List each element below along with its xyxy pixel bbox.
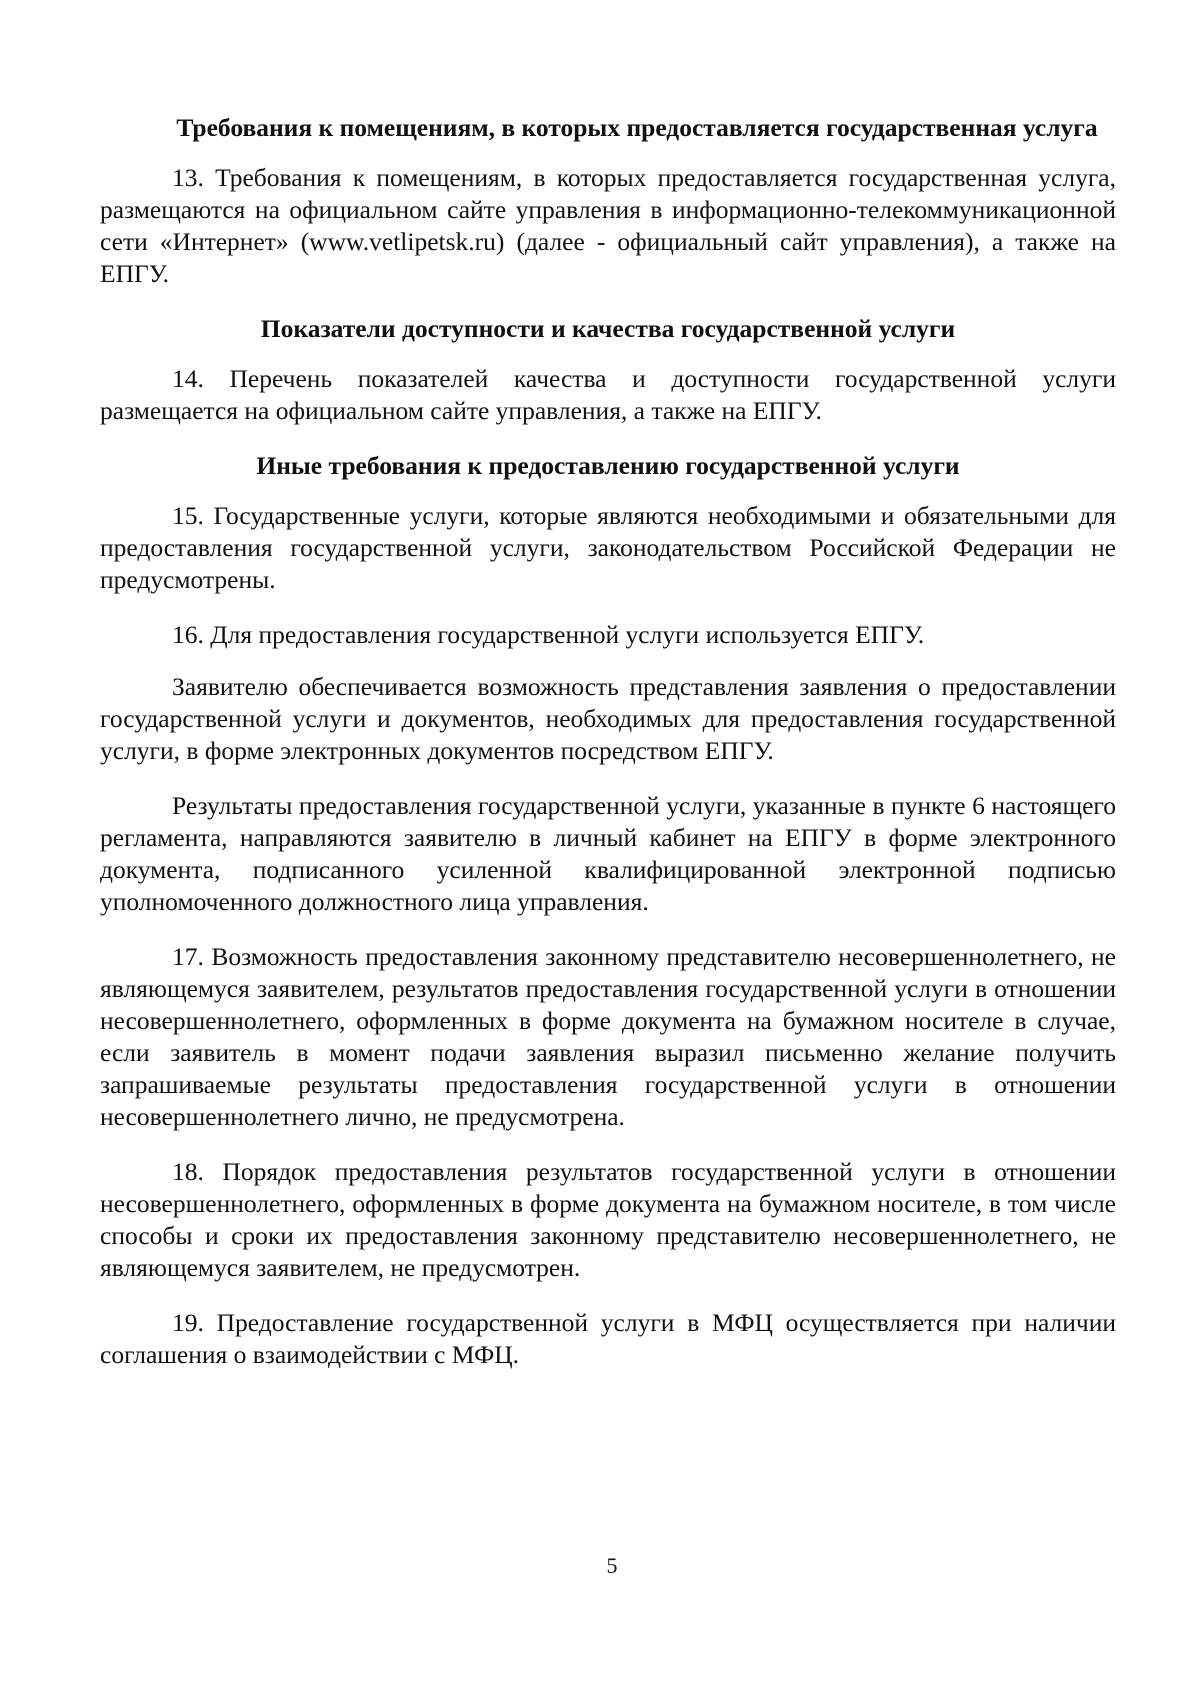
- section-heading-other: Иные требования к предоставлению государственной услуги: [256, 451, 960, 480]
- paragraph-17: 17. Возможность предоставления законному представителю несовершеннолетнего, не являющемуся заявителем, результатов предоставления государственной услуги в отношении несовершеннолетнего, оформленных в форме документа на бумажном носителе в случае, если заявитель в момент подачи заявления выразил письменно желание получить запрашиваемые результаты предоставления государственной услуги в отношении несовершеннолетнего лично, не предусмотрена.: [100, 942, 1116, 1131]
- paragraph-16: 16. Для предоставления государственной услуги используется ЕПГУ.: [172, 620, 925, 649]
- section-heading-quality: Показатели доступности и качества государственной услуги: [260, 314, 956, 343]
- paragraph-16-applicant: Заявителю обеспечивается возможность представления заявления о предоставлении государственной услуги и документов, необходимых для предоставления государственной услуги, в форме электронных документов посредством ЕПГУ.: [100, 672, 1116, 765]
- paragraph-14: 14. Перечень показателей качества и доступности государственной услуги размещается на официальном сайте управления, а также на ЕПГУ.: [100, 364, 1116, 425]
- paragraph-13: 13. Требования к помещениям, в которых предоставляется государственная услуга, размещаются на официальном сайте управления в информационно-телекоммуникационной сети «Интернет» (www.vetlipetsk.ru) (далее - официальный сайт управления), а также на ЕПГУ.: [100, 163, 1116, 288]
- page-number: 5: [606, 1553, 618, 1578]
- paragraph-15: 15. Государственные услуги, которые являются необходимыми и обязательными для предоставления государственной услуги, законодательством Российской Федерации не предусмотрены.: [100, 501, 1116, 594]
- section-heading-premises: Требования к помещениям, в которых предоставляется государственная услуга: [176, 113, 1098, 142]
- paragraph-19: 19. Предоставление государственной услуги в МФЦ осуществляется при наличии соглашения о взаимодействии с МФЦ.: [100, 1308, 1116, 1369]
- paragraph-18: 18. Порядок предоставления результатов государственной услуги в отношении несовершеннолетнего, оформленных в форме документа на бумажном носителе, в том числе способы и сроки их предоставления законному представителю несовершеннолетнего, не являющемуся заявителем, не предусмотрен.: [100, 1157, 1116, 1282]
- paragraph-16-results: Результаты предоставления государственной услуги, указанные в пункте 6 настоящего регламента, направляются заявителю в личный кабинет на ЕПГУ в форме электронного документа, подписанного усиленной квалифицированной электронной подписью уполномоченного должностного лица управления.: [100, 791, 1116, 916]
- document-body: [100, 112, 1116, 1394]
